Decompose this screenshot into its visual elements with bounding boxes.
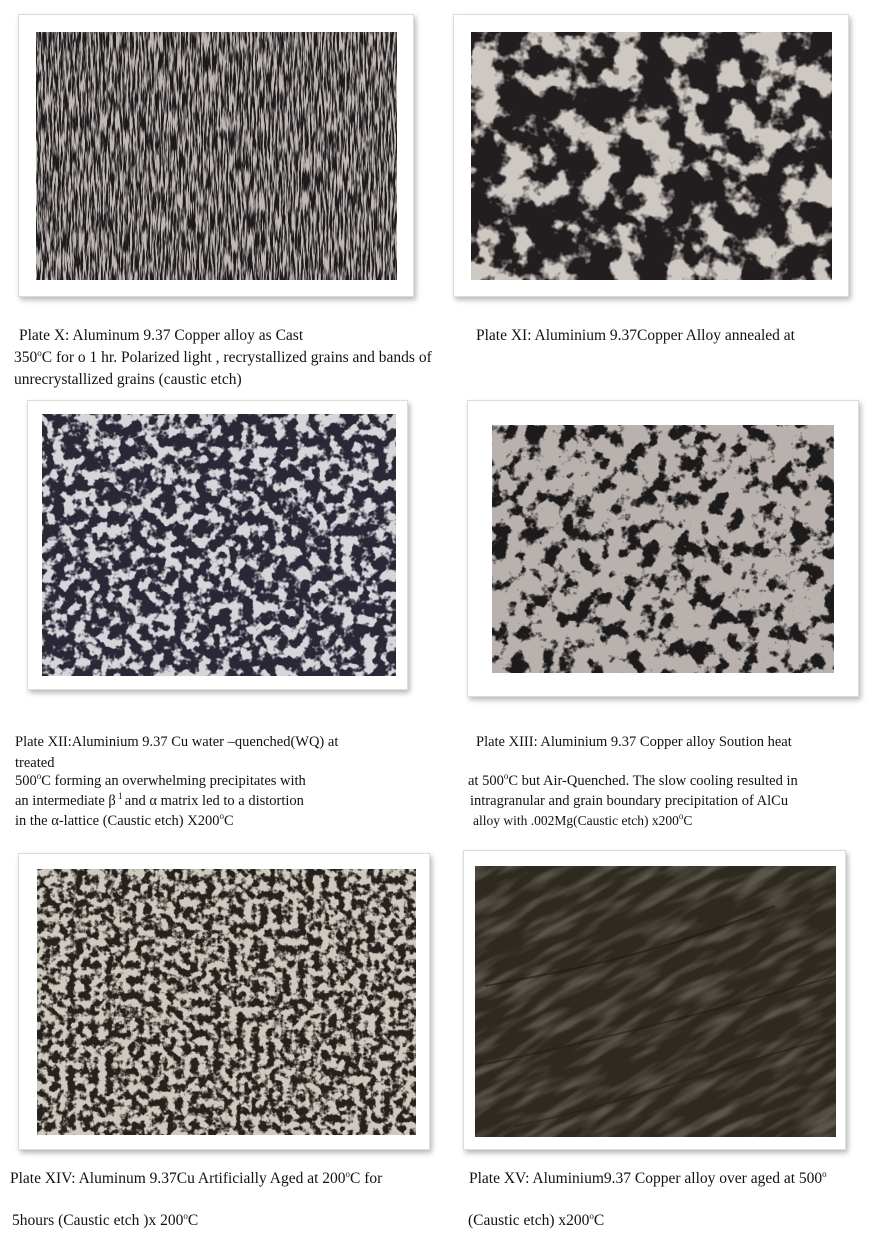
plate-xii-caption-line1: Plate XII:Aluminium 9.37 Cu water –quenched(WQ) at	[15, 734, 339, 750]
plate-xiii-caption-line4: alloy with .002Mg(Caustic etch) x200$^o$C	[473, 811, 693, 828]
plate-xiv-micrograph	[37, 869, 416, 1135]
plate-xv-caption-line2: (Caustic etch) x200$^o$C	[468, 1211, 605, 1229]
plate-x-frame	[18, 14, 414, 297]
plate-xv-micrograph	[475, 866, 836, 1137]
plate-xv-frame	[463, 850, 846, 1150]
plate-xi-caption-line1: Plate XI: Aluminium 9.37Copper Alloy annealed at	[476, 327, 795, 344]
plate-xii-caption-line4: an intermediate β $^1$ and α matrix led to a distortion	[15, 791, 304, 809]
plate-xiii-micrograph	[492, 425, 834, 673]
plate-xii-micrograph	[42, 414, 396, 676]
plate-xii-caption-line5: in the α-lattice (Caustic etch) X200$^o$C	[15, 811, 234, 829]
plate-xiv-caption-line1: Plate XIV: Aluminum 9.37Cu Artificially Aged at 200$^o$C for	[10, 1169, 383, 1187]
plate-x-micrograph	[36, 32, 397, 280]
plate-xv-caption-line1: Plate XV: Aluminium9.37 Copper alloy over aged at 500$^o$	[469, 1169, 827, 1187]
plate-x-caption-line3: unrecrystallized grains (caustic etch)	[14, 371, 242, 388]
plate-xiv-caption-line2: 5hours (Caustic etch )x 200$^o$C	[12, 1211, 199, 1229]
plate-x-caption-line1: Plate X: Aluminum 9.37 Copper alloy as Cast	[19, 327, 304, 344]
plate-xiv-frame	[18, 853, 430, 1150]
plate-xii-caption-line3: 500$^o$C forming an overwhelming precipitates with	[15, 771, 306, 789]
plate-xiii-frame	[467, 400, 859, 697]
plate-x-caption-line2: 350$^o$C for o 1 hr. Polarized light , recrystallized grains and bands of	[14, 348, 432, 366]
plate-xiii-caption-line3: intragranular and grain boundary precipitation of AlCu	[470, 793, 789, 809]
plate-xiii-caption-line2: at 500$^o$C but Air-Quenched. The slow cooling resulted in	[468, 771, 798, 789]
plate-xii-frame	[27, 400, 408, 690]
plate-xiii-caption-line1: Plate XIII: Aluminium 9.37 Copper alloy Soution heat	[476, 734, 792, 750]
plate-xii-caption-line2: treated	[15, 755, 55, 771]
plate-xi-frame	[453, 14, 849, 297]
plate-xi-micrograph	[471, 32, 832, 280]
